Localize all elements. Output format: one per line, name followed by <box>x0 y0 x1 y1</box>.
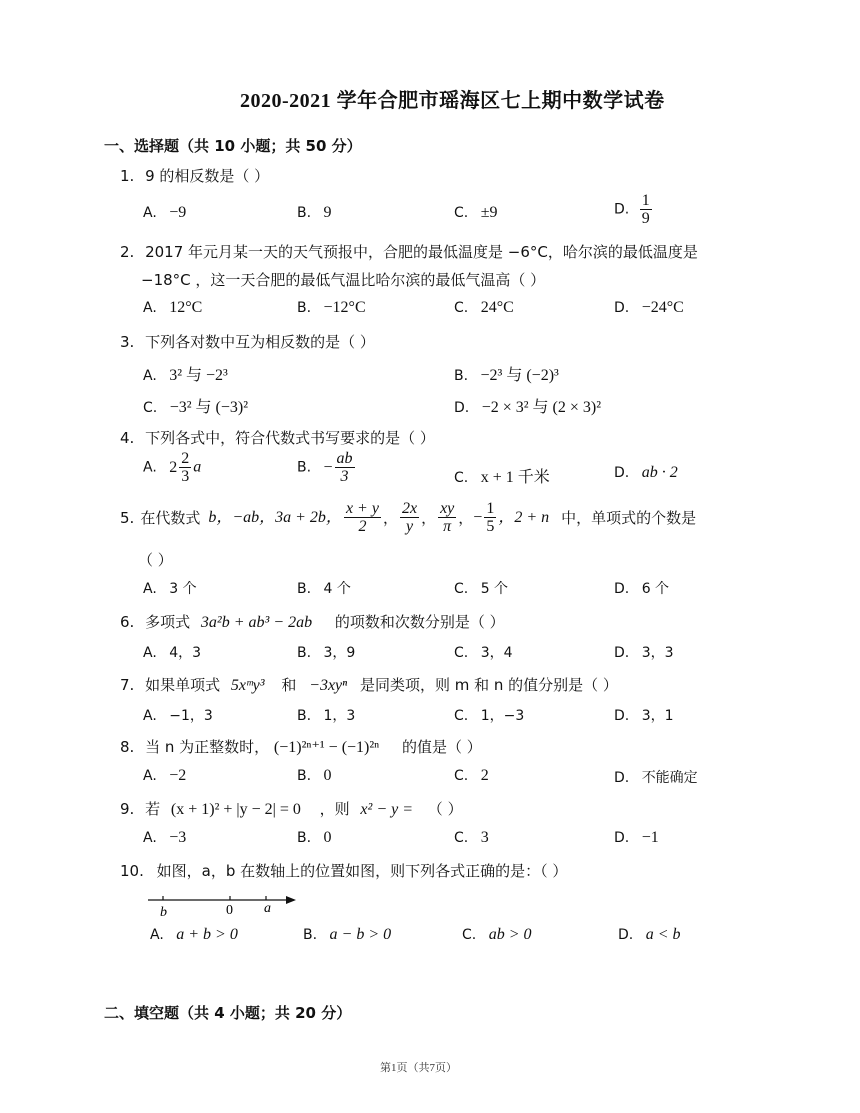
question-stem-post: 是同类项，则 m 和 n 的值分别是（ ） <box>359 676 618 694</box>
option-b[interactable]: B. 3，9 <box>297 645 356 661</box>
option-b[interactable]: B. 1，3 <box>297 708 356 724</box>
option-b[interactable]: B. 0 <box>297 767 332 784</box>
section-heading-fill-blank: 二、填空题（共 4 小题；共 20 分） <box>104 1004 352 1022</box>
question-stem-line1: 2017 年元月某一天的天气预报中，合肥的最低温度是 −6°C，哈尔滨的最低温度是 <box>145 243 698 261</box>
axis-label-b: b <box>160 905 167 920</box>
option-d[interactable]: D. 3，1 <box>614 708 674 724</box>
question-stem-line2: −18°C ，这一天合肥的最低气温比哈尔滨的最低气温高（ ） <box>141 271 546 289</box>
option-c[interactable]: C. x + 1 千米 <box>454 469 550 486</box>
option-c[interactable]: C. 24°C <box>454 299 514 316</box>
question-number: 1. <box>120 167 135 185</box>
question-number: 6. <box>120 613 135 631</box>
question-stem-pre: 如果单项式 <box>145 676 221 694</box>
question-stem-pre: 多项式 <box>145 613 191 631</box>
expression-2: x² − y = <box>360 801 414 818</box>
question-stem-pre: 在代数式 <box>140 508 201 527</box>
option-c[interactable]: C. ±9 <box>454 204 498 221</box>
option-a[interactable]: A. −9 <box>143 204 187 221</box>
option-d[interactable]: D. −24°C <box>614 299 684 316</box>
question-stem-mid: 和 <box>281 676 297 694</box>
question-stem: 9 的相反数是（ ） <box>145 167 270 185</box>
number-line-figure <box>146 890 306 920</box>
question-number: 5. <box>120 508 135 527</box>
option-d[interactable]: D. $\frac{1}{9}$ <box>614 192 650 227</box>
option-c[interactable]: C. 3 <box>454 829 489 846</box>
question-stem-post: 的项数和次数分别是（ ） <box>334 613 505 631</box>
option-a[interactable]: A. −1，3 <box>143 708 213 724</box>
question-stem-post: 的值是（ ） <box>402 738 482 756</box>
option-a[interactable]: A. 4，3 <box>143 645 202 661</box>
axis-label-zero: 0 <box>226 903 233 918</box>
option-b[interactable]: B. − $\frac{ab}{3}$ <box>297 450 353 485</box>
answer-paren: （ ） <box>138 551 173 569</box>
question-stem-pre: 当 n 为正整数时， <box>145 738 270 756</box>
option-d[interactable]: D. 3，3 <box>614 645 674 661</box>
arrow-head-icon <box>286 896 296 904</box>
option-a[interactable]: A. 3² 与 −2³ <box>143 367 228 384</box>
option-b[interactable]: B. 4 个 <box>297 581 351 597</box>
question-number: 10. <box>120 862 144 880</box>
question-number: 4. <box>120 429 135 447</box>
option-c[interactable]: C. ab > 0 <box>462 926 532 943</box>
option-c[interactable]: C. −3² 与 (−3)² <box>143 399 248 416</box>
question-number: 7. <box>120 676 135 694</box>
question-number: 9. <box>120 800 135 818</box>
question-stem-post: 中，单项式的个数是 <box>561 508 697 527</box>
option-a[interactable]: A. −2 <box>143 767 187 784</box>
question-stem: 下列各式中，符合代数式书写要求的是（ ） <box>145 429 435 447</box>
question-stem-mid: ，则 <box>319 800 350 818</box>
question-stem: 下列各对数中互为相反数的是（ ） <box>145 333 375 351</box>
option-b[interactable]: B. a − b > 0 <box>303 926 392 943</box>
option-c[interactable]: C. 3，4 <box>454 645 513 661</box>
question-number: 3. <box>120 333 135 351</box>
option-d[interactable]: D. ab · 2 <box>614 464 678 481</box>
option-d[interactable]: D. −2 × 3² 与 (2 × 3)² <box>454 399 602 416</box>
option-d[interactable]: D. a < b <box>618 926 681 943</box>
expression: (x + 1)² + |y − 2| = 0 <box>170 801 301 818</box>
expression: (−1)²ⁿ⁺¹ − (−1)²ⁿ <box>273 739 380 756</box>
question-number: 8. <box>120 738 135 756</box>
option-a[interactable]: A. −3 <box>143 829 187 846</box>
option-a[interactable]: A. a + b > 0 <box>150 926 238 943</box>
expression-after: ，2 + n <box>498 508 550 526</box>
page-title: 2020-2021 学年合肥市瑶海区七上期中数学试卷 <box>240 90 665 112</box>
option-b[interactable]: B. −12°C <box>297 299 366 316</box>
option-c[interactable]: C. 2 <box>454 767 489 784</box>
page-footer: 第1页（共7页） <box>380 1062 457 1074</box>
option-c[interactable]: C. 1，−3 <box>454 708 525 724</box>
expression-2: −3xyⁿ <box>309 677 348 694</box>
axis-label-a: a <box>264 901 271 916</box>
expression-terms: b，−ab，3a + 2b， <box>208 508 342 526</box>
section-heading-choice: 一、选择题（共 10 小题；共 50 分） <box>104 137 362 155</box>
option-d[interactable]: D. 不能确定 <box>614 770 698 786</box>
option-b[interactable]: B. −2³ 与 (−2)³ <box>454 367 559 384</box>
question-stem: 如图，a，b 在数轴上的位置如图，则下列各式正确的是：（ ） <box>156 862 568 880</box>
expression-1: 5xᵐy³ <box>230 677 265 694</box>
question-stem-post: （ ） <box>427 800 463 818</box>
expression: 3a²b + ab³ − 2ab <box>200 614 313 631</box>
option-a[interactable]: A. 2 $\frac{2}{3}$ a <box>143 450 202 485</box>
option-b[interactable]: B. 9 <box>297 204 332 221</box>
option-c[interactable]: C. 5 个 <box>454 581 509 597</box>
option-b[interactable]: B. 0 <box>297 829 332 846</box>
option-d[interactable]: D. 6 个 <box>614 581 670 597</box>
option-d[interactable]: D. −1 <box>614 829 659 846</box>
question-stem-pre: 若 <box>145 800 161 818</box>
question-number: 2. <box>120 243 135 261</box>
option-a[interactable]: A. 3 个 <box>143 581 197 597</box>
option-a[interactable]: A. 12°C <box>143 299 203 316</box>
